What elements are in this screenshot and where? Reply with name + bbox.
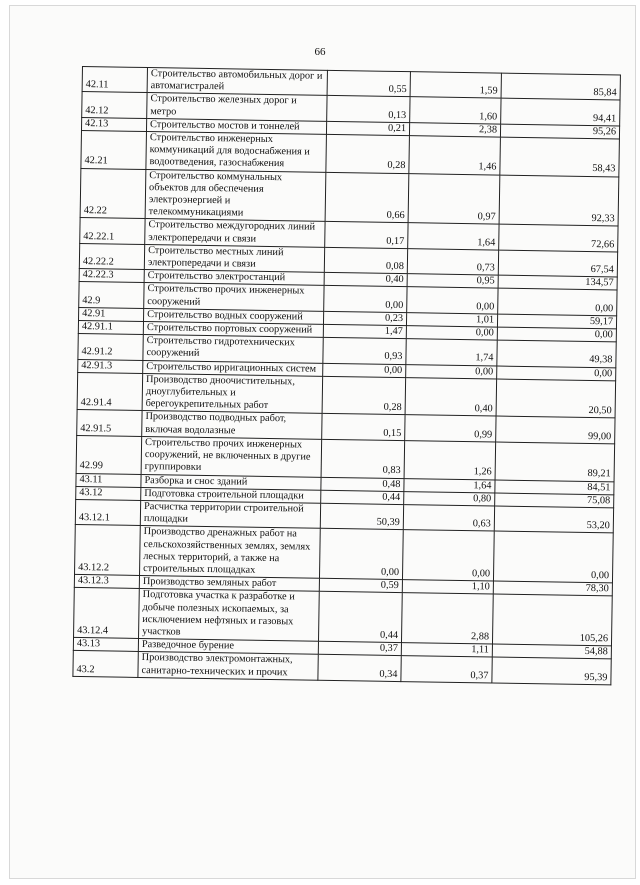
row-value-3: 95,39 bbox=[492, 657, 611, 684]
row-value-1: 0,44 bbox=[321, 490, 404, 505]
row-value-1: 0,34 bbox=[318, 655, 401, 682]
row-name: Строительство междугородних линий электропередачи и связи bbox=[145, 219, 325, 247]
row-value-1: 0,13 bbox=[327, 96, 410, 123]
row-value-1: 0,15 bbox=[322, 414, 405, 441]
row-value-2: 0,40 bbox=[405, 377, 497, 416]
row-code: 42.21 bbox=[81, 131, 147, 170]
row-name: Разведочное бурение bbox=[138, 639, 318, 655]
row-value-3: 49,38 bbox=[497, 340, 616, 367]
row-value-3: 85,84 bbox=[501, 73, 620, 100]
row-value-2: 1,74 bbox=[406, 339, 497, 366]
row-code: 42.22.3 bbox=[79, 269, 144, 283]
row-name: Строительство гидротехнических сооружений bbox=[143, 335, 323, 363]
row-code: 42.13 bbox=[81, 117, 146, 131]
row-value-2: 1,46 bbox=[409, 136, 501, 175]
row-name: Строительство водных сооружений bbox=[143, 308, 323, 324]
row-name: Производство подводных работ, включая водолазные bbox=[142, 411, 322, 439]
row-value-1: 0,37 bbox=[318, 641, 401, 656]
row-value-1: 0,48 bbox=[321, 477, 404, 492]
row-value-3: 105,26 bbox=[492, 594, 612, 646]
row-code: 42.91.1 bbox=[78, 321, 143, 335]
row-code: 43.12.4 bbox=[74, 588, 140, 639]
row-value-1: 0,59 bbox=[319, 578, 402, 593]
row-value-1: 0,83 bbox=[321, 439, 405, 478]
row-name: Производство электромонтажных, санитарно-технических и прочих bbox=[138, 652, 318, 680]
row-code: 42.22 bbox=[80, 168, 146, 219]
row-name: Производство дренажных работ на сельскохозяйственных землях, землях лесных территорий, а также на строительных площадках bbox=[140, 526, 321, 579]
row-value-1: 0,08 bbox=[324, 247, 407, 274]
row-name: Расчистка территории строительной площадки bbox=[140, 500, 320, 528]
data-table bbox=[72, 66, 621, 685]
table-row bbox=[74, 588, 613, 646]
row-value-2: 0,00 bbox=[402, 530, 494, 581]
row-code: 42.91.4 bbox=[77, 372, 143, 411]
row-value-2: 0,00 bbox=[407, 287, 498, 314]
row-name: Строительство мостов и тоннелей bbox=[146, 118, 326, 134]
row-value-3: 20,50 bbox=[496, 379, 616, 418]
row-code: 43.12.2 bbox=[75, 525, 141, 576]
row-name: Подготовка строительной площадки bbox=[141, 487, 321, 503]
row-value-2: 0,63 bbox=[403, 505, 494, 532]
row-value-2: 1,01 bbox=[406, 312, 497, 327]
row-name: Подготовка участка к разработке и добыче полезных ископаемых, за исключением нефтяных и газовых участков bbox=[139, 589, 320, 642]
row-code: 43.12 bbox=[76, 486, 141, 500]
row-value-2: 2,88 bbox=[401, 593, 493, 644]
row-name: Строительство прочих инженерных сооружений bbox=[144, 283, 324, 311]
row-code: 42.91.3 bbox=[78, 359, 143, 373]
page-number: 66 bbox=[314, 46, 326, 58]
row-value-2: 0,73 bbox=[407, 248, 498, 275]
row-value-1: 0,55 bbox=[327, 70, 410, 97]
row-code: 43.13 bbox=[73, 638, 138, 652]
row-name: Строительство электростанций bbox=[144, 270, 324, 286]
row-value-2: 0,37 bbox=[401, 656, 492, 683]
row-value-2: 2,38 bbox=[409, 122, 500, 137]
row-name: Строительство автомобильных дорог и автомагистралей bbox=[147, 68, 327, 96]
row-value-1: 0,66 bbox=[325, 172, 409, 223]
row-code: 42.11 bbox=[82, 67, 147, 93]
table-body bbox=[73, 67, 621, 685]
row-value-2: 1,60 bbox=[410, 97, 501, 124]
row-value-3: 0,00 bbox=[497, 366, 616, 381]
row-value-3: 0,00 bbox=[498, 289, 617, 316]
row-value-1: 0,28 bbox=[322, 376, 406, 415]
row-value-2: 0,95 bbox=[407, 274, 498, 289]
row-code: 43.12.1 bbox=[75, 499, 140, 525]
row-value-2: 1,11 bbox=[401, 643, 492, 658]
row-name: Строительство местных линий электропередачи и связи bbox=[144, 244, 324, 272]
row-value-2: 1,26 bbox=[404, 441, 496, 480]
row-value-3: 72,66 bbox=[499, 225, 618, 252]
row-value-2: 0,80 bbox=[404, 491, 495, 506]
row-code: 43.11 bbox=[76, 473, 141, 487]
row-value-1: 0,40 bbox=[324, 273, 407, 288]
row-value-1: 0,17 bbox=[325, 222, 408, 249]
row-code: 42.91 bbox=[79, 307, 144, 321]
row-value-2: 0,00 bbox=[406, 364, 497, 379]
row-name: Строительство портовых сооружений bbox=[143, 322, 323, 338]
row-value-3: 0,00 bbox=[497, 327, 616, 342]
row-value-2: 1,59 bbox=[410, 72, 501, 99]
row-value-3: 95,26 bbox=[500, 124, 619, 139]
row-name: Строительство прочих инженерных сооружений, не включенных в другие группировки bbox=[141, 436, 322, 476]
row-value-2: 0,97 bbox=[408, 173, 500, 224]
row-code: 43.2 bbox=[73, 651, 138, 677]
table-row bbox=[75, 525, 614, 583]
row-code: 42.9 bbox=[79, 282, 144, 308]
row-value-1: 0,23 bbox=[323, 311, 406, 326]
row-value-2: 0,00 bbox=[406, 326, 497, 341]
table-row bbox=[80, 168, 619, 226]
row-code: 42.22.2 bbox=[79, 243, 144, 269]
row-value-3: 78,30 bbox=[493, 581, 612, 596]
row-value-1: 0,00 bbox=[319, 529, 403, 580]
row-value-3: 89,21 bbox=[495, 442, 615, 481]
row-value-2: 1,64 bbox=[408, 223, 499, 250]
row-code: 42.91.2 bbox=[78, 334, 143, 360]
row-value-1: 0,93 bbox=[323, 338, 406, 365]
row-value-2: 1,64 bbox=[404, 478, 495, 493]
row-value-3: 75,08 bbox=[495, 493, 614, 508]
row-value-2: 0,99 bbox=[405, 415, 496, 442]
row-value-3: 92,33 bbox=[499, 175, 619, 227]
row-value-1: 1,47 bbox=[323, 324, 406, 339]
row-name: Строительство инженерных коммуникаций для водоснабжения и водоотведения, газоснабжения bbox=[146, 132, 327, 172]
row-value-2: 1,10 bbox=[402, 580, 493, 595]
row-value-3: 58,43 bbox=[500, 137, 620, 176]
row-value-1: 50,39 bbox=[320, 503, 403, 530]
row-code: 42.12 bbox=[82, 92, 147, 118]
row-name: Производство дноочистительных, дноуглубительных и берегоукрепительных работ bbox=[142, 373, 323, 413]
row-value-1: 0,44 bbox=[318, 592, 402, 643]
row-value-3: 59,17 bbox=[497, 314, 616, 329]
row-value-1: 0,28 bbox=[326, 134, 410, 173]
row-value-3: 54,88 bbox=[492, 644, 611, 659]
row-value-3: 99,00 bbox=[496, 417, 615, 444]
row-value-1: 0,00 bbox=[324, 286, 407, 313]
row-value-1: 0,00 bbox=[323, 363, 406, 378]
row-value-3: 84,51 bbox=[495, 480, 614, 495]
row-name: Строительство коммунальных объектов для обеспечения электроэнергией и телекоммуникациями bbox=[145, 169, 326, 222]
row-value-3: 94,41 bbox=[501, 98, 620, 125]
row-code: 43.12.3 bbox=[74, 575, 139, 589]
row-value-3: 134,57 bbox=[498, 275, 617, 290]
row-code: 42.91.5 bbox=[77, 410, 142, 436]
row-value-3: 0,00 bbox=[493, 531, 613, 583]
row-name: Разборка и снос зданий bbox=[141, 474, 321, 490]
row-value-3: 67,54 bbox=[498, 250, 617, 277]
row-value-3: 53,20 bbox=[494, 506, 613, 533]
row-code: 42.22.1 bbox=[80, 218, 145, 244]
row-name: Производство земляных работ bbox=[139, 576, 319, 592]
row-name: Строительство ирригационных систем bbox=[143, 360, 323, 376]
row-code: 42.99 bbox=[76, 435, 142, 474]
row-name: Строительство железных дорог и метро bbox=[147, 93, 327, 121]
row-value-1: 0,21 bbox=[326, 121, 409, 136]
